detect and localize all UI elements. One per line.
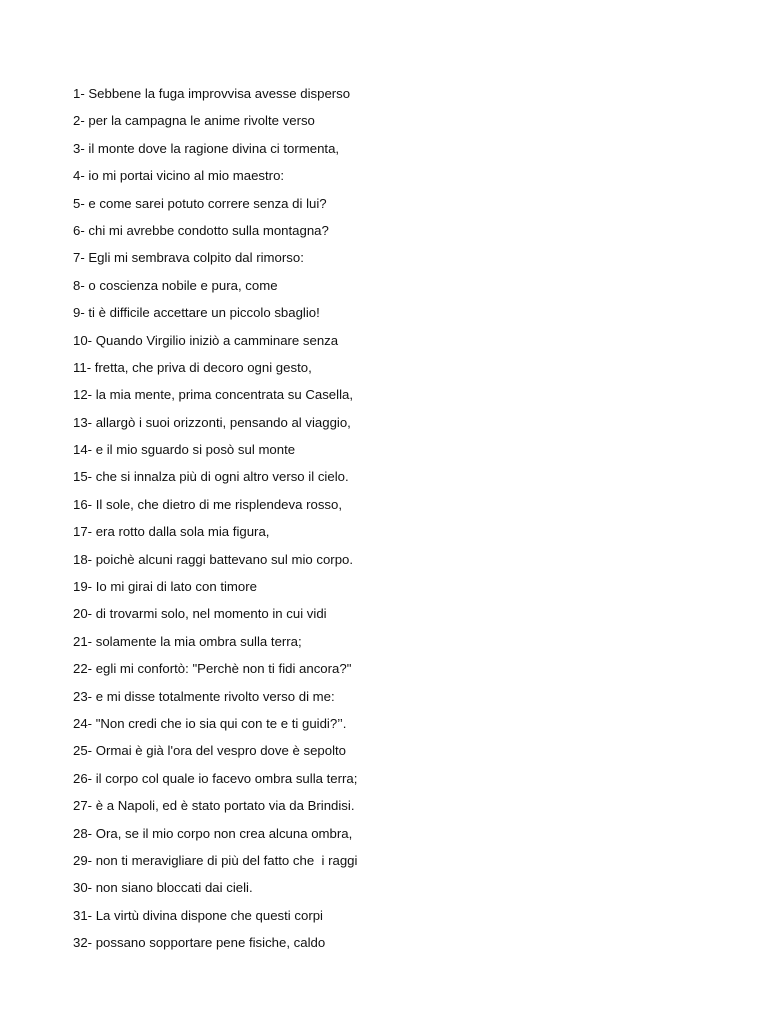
text-line-11: 11- fretta, che priva di decoro ogni gesto,: [73, 359, 312, 375]
text-line-32: 32- possano sopportare pene fisiche, caldo: [73, 935, 326, 951]
text-line-6: 6- chi mi avrebbe condotto sulla montagna?: [73, 222, 329, 238]
text-line-28: 28- Ora, se il mio corpo non crea alcuna ombra,: [73, 825, 353, 841]
text-line-16: 16- Il sole, che dietro di me risplendeva rosso,: [73, 496, 343, 512]
numbered-lines: [73, 84, 357, 961]
text-line-19: 19- Io mi girai di lato con timore: [73, 579, 257, 595]
text-line-13: 13- allargò i suoi orizzonti, pensando al viaggio,: [73, 414, 351, 430]
text-line-21: 21- solamente la mia ombra sulla terra;: [73, 633, 302, 649]
text-line-4: 4- io mi portai vicino al mio maestro:: [73, 168, 285, 184]
text-line-22: 22- egli mi confortò: "Perchè non ti fidi ancora?": [73, 661, 352, 677]
text-line-1: 1- Sebbene la fuga improvvisa avesse disperso: [73, 86, 351, 101]
text-line-23: 23- e mi disse totalmente rivolto verso di me:: [73, 688, 335, 704]
text-line-8: 8- o coscienza nobile e pura, come: [73, 277, 278, 293]
text-line-20: 20- di trovarmi solo, nel momento in cui vidi: [73, 606, 327, 622]
text-line-9: 9- ti è difficile accettare un piccolo sbaglio!: [73, 305, 320, 321]
text-line-15: 15- che si innalza più di ogni altro verso il cielo.: [73, 469, 349, 485]
text-line-25: 25- Ormai è già l'ora del vespro dove è sepolto: [73, 743, 347, 759]
text-line-5: 5- e come sarei potuto correre senza di lui?: [73, 195, 327, 211]
text-line-3: 3- il monte dove la ragione divina ci tormenta,: [73, 140, 340, 156]
text-line-29: 29- non ti meravigliare di più del fatto che i raggi: [73, 852, 358, 868]
text-line-17: 17- era rotto dalla sola mia figura,: [73, 524, 270, 540]
text-line-10: 10- Quando Virgilio iniziò a camminare senza: [73, 332, 339, 348]
text-line-14: 14- e il mio sguardo si posò sul monte: [73, 442, 296, 458]
text-line-26: 26- il corpo col quale io facevo ombra sulla terra;: [73, 770, 358, 786]
text-line-31: 31- La virtù divina dispone che questi corpi: [73, 907, 323, 923]
text-line-27: 27- è a Napoli, ed è stato portato via da Brindisi.: [73, 798, 355, 814]
text-line-2: 2- per la campagna le anime rivolte verso: [73, 113, 315, 129]
text-line-7: 7- Egli mi sembrava colpito dal rimorso:: [73, 250, 304, 266]
text-line-12: 12- la mia mente, prima concentrata su Casella,: [73, 387, 353, 403]
text-line-24: 24- "Non credi che io sia qui con te e ti guidi?’’.: [73, 715, 347, 731]
text-line-18: 18- poichè alcuni raggi battevano sul mio corpo.: [73, 551, 354, 567]
text-line-30: 30- non siano bloccati dai cieli.: [73, 880, 253, 896]
